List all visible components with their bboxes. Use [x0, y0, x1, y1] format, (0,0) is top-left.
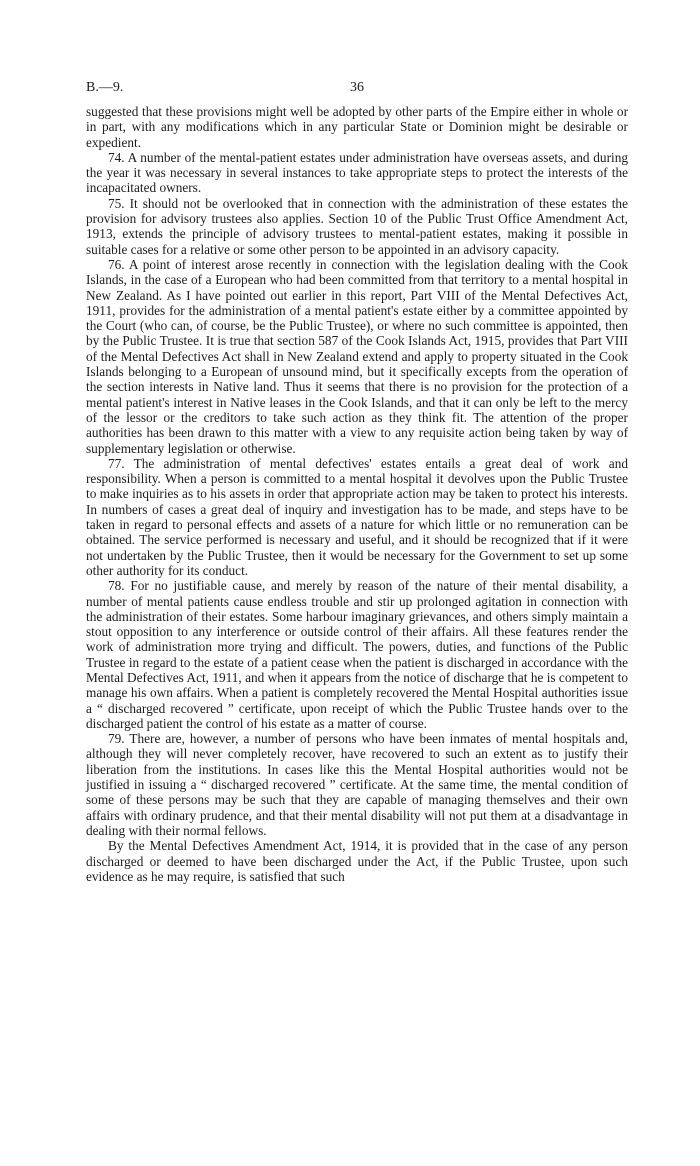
paragraph-75: 75. It should not be overlooked that in connection with the administration of these estates the provision for advisory trustees also applies. Section 10 of the Public Trust Office Amendment Act, 1913, extends the principle of advisory trustees to mental-patient estates, making it possible in suitable cases for a relative or some other person to be appointed in an advisory capacity.: [86, 195, 628, 257]
paragraph-79: 79. There are, however, a number of persons who have been inmates of mental hospitals and, although they will never completely recover, have recovered to such an extent as to justify their liberation from the institutions. In cases like this the Mental Hospital authorities would not be justified in issuing a “ discharged recovered ” certificate. At the same time, the mental condition of some of these persons may be such that they are capable of managing themselves and their own affairs with ordinary prudence, and that their mental disability will not put them at a disadvantage in dealing with their normal fellows.: [86, 731, 628, 838]
paragraph-77: 77. The administration of mental defectives' estates entails a great deal of work and responsibility. When a person is committed to a mental hospital it devolves upon the Public Trustee to make inquiries as to his assets in order that appropriate action may be taken to protect his interests. In numbers of cases a great deal of inquiry and investigation has to be made, and steps have to be taken in regard to personal effects and assets of a nature for which little or no remuneration can be obtained. The service performed is necessary and useful, and it should be recognized that if it were not undertaken by the Public Trustee, then it would be necessary for the Government to set up some other authority for its conduct.: [86, 455, 628, 578]
body-text: [86, 104, 628, 884]
paragraph-74: 74. A number of the mental-patient estates under administration have overseas assets, and during the year it was necessary in several instances to take appropriate steps to protect the interests of the incapacitated owners.: [86, 149, 628, 196]
paragraph-76: 76. A point of interest arose recently in connection with the legislation dealing with the Cook Islands, in the case of a European who had been committed from that territory to a mental hospital in New Zealand. As I have pointed out earlier in this report, Part VIII of the Mental Defectives Act, 1911, provides for the administration of a mental patient's estate either by a committee appointed by the Court (who can, of course, be the Public Trustee), or where no such committee is appointed, then by the Public Trustee. It is true that section 587 of the Cook Islands Act, 1915, provides that Part VIII of the Mental Defectives Act shall in New Zealand extend and apply to property situated in the Cook Islands belonging to a European of unsound mind, but it specifically excepts from the operation of the section interests in Native land. Thus it seems that there is no provision for the protection of a mental patient's interest in Native leases in the Cook Islands, and that it can only be left to the mercy of the lessor or the creditors to take such action as they think fit. The attention of the proper authorities has been drawn to this matter with a view to any requisite action being taken by way of supplementary legislation or otherwise.: [86, 256, 628, 456]
paragraph-78: 78. For no justifiable cause, and merely by reason of the nature of their mental disability, a number of mental patients cause endless trouble and stir up prolonged agitation in connection with the administration of their estates. Some harbour imaginary grievances, and others simply maintain a stout opposition to any interference or outside control of their affairs. All these features render the work of administration more trying and difficult. The powers, duties, and functions of the Public Trustee in regard to the estate of a patient cease when the patient is discharged in accordance with the Mental Defectives Act, 1911, and when it appears from the notice of discharge that he is competent to manage his own affairs. When a patient is completely recovered the Mental Hospital authorities issue a “ discharged recovered ” certificate, upon receipt of which the Public Trustee hands over to the discharged patient the control of his estate as a matter of course.: [86, 578, 628, 731]
document-reference: B.—9.: [86, 80, 124, 95]
page-number: 36: [350, 80, 364, 95]
paragraph-continuation: suggested that these provisions might well be adopted by other parts of the Empire either in whole or in part, with any modifications which in any particular State or Dominion might be desirable or expedient.: [86, 104, 628, 150]
page-header: [86, 80, 628, 100]
paragraph-amendment-act: By the Mental Defectives Amendment Act, 1914, it is provided that in the case of any person discharged or deemed to have been discharged under the Act, if the Public Trustee, upon such evidence as he may require, is satisfied that such: [86, 838, 628, 884]
